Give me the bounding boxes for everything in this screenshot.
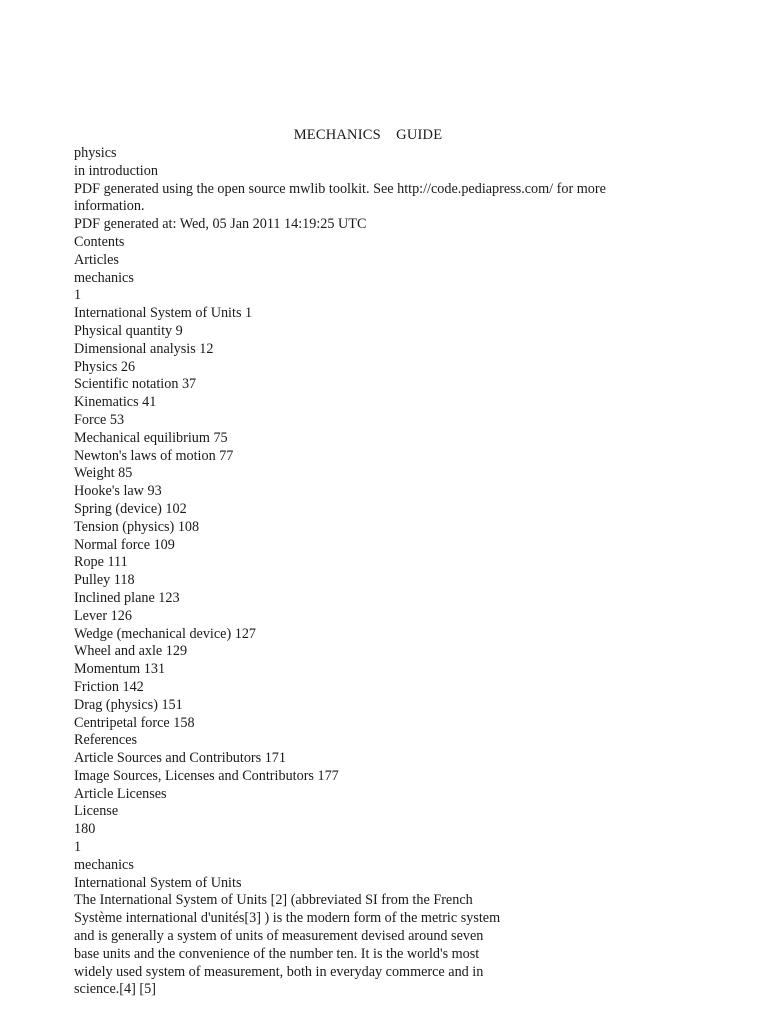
chapter-heading: mechanics	[74, 856, 134, 873]
toc-entry: Kinematics 41	[74, 394, 157, 411]
toc-entry: Physics 26	[74, 358, 136, 375]
paragraph-line: and is generally a system of units of measurement devised around seven	[74, 928, 484, 945]
contents-heading: Contents	[74, 233, 125, 250]
toc-entry: Wheel and axle 129	[74, 643, 188, 660]
section-heading: Article Licenses	[74, 785, 167, 802]
toc-entry: Friction 142	[74, 678, 144, 695]
toc-entry: Drag (physics) 151	[74, 696, 183, 713]
paragraph-line: The International System of Units [2] (abbreviated SI from the French	[74, 892, 473, 909]
toc-entry: License	[74, 803, 119, 820]
toc-entry: Weight 85	[74, 465, 133, 482]
toc-entry: Article Sources and Contributors 171	[74, 750, 286, 767]
toc-entry: Inclined plane 123	[74, 589, 180, 606]
toc-entry: Image Sources, Licenses and Contributors 177	[74, 767, 339, 784]
article-heading: International System of Units	[74, 874, 242, 891]
toc-entry: Force 53	[74, 411, 125, 428]
subtitle-line: in introduction	[74, 162, 158, 179]
toc-entry: Physical quantity 9	[74, 322, 183, 339]
toc-entry: Wedge (mechanical device) 127	[74, 625, 257, 642]
toc-entry: 1	[74, 287, 82, 304]
paragraph-line: Système international d'unités[3] ) is the modern form of the metric system	[74, 910, 501, 927]
toc-entry: Newton's laws of motion 77	[74, 447, 234, 464]
toc-entry: Scientific notation 37	[74, 376, 197, 393]
subtitle-line: physics	[74, 145, 117, 161]
toc-entry: Tension (physics) 108	[74, 518, 200, 535]
paragraph-line: base units and the convenience of the number ten. It is the world's most	[74, 945, 480, 962]
toc-entry: Mechanical equilibrium 75	[74, 429, 228, 446]
toc-entry: Dimensional analysis 12	[74, 340, 214, 357]
toc-entry: Rope 111	[74, 554, 128, 571]
toc-entry: International System of Units 1	[74, 305, 253, 322]
paragraph-line: science.[4] [5]	[74, 981, 156, 998]
page-number: 1	[74, 839, 82, 856]
toc-entry: Momentum 131	[74, 661, 166, 678]
pdf-date-line: PDF generated at: Wed, 05 Jan 2011 14:19:25 UTC	[74, 216, 367, 233]
toc-entry: Lever 126	[74, 607, 132, 624]
section-heading: Articles	[74, 251, 119, 268]
document-body	[74, 145, 694, 999]
section-heading: References	[74, 732, 138, 749]
toc-entry: Normal force 109	[74, 536, 175, 553]
document-title: MECHANICS GUIDE	[293, 127, 443, 143]
toc-entry: mechanics	[74, 269, 134, 286]
pdf-info-line: information.	[74, 198, 145, 215]
paragraph-line: widely used system of measurement, both in everyday commerce and in	[74, 963, 484, 980]
toc-entry: Spring (device) 102	[74, 500, 187, 517]
toc-entry: Pulley 118	[74, 572, 135, 589]
toc-entry: Centripetal force 158	[74, 714, 195, 731]
pdf-info-line: PDF generated using the open source mwlib toolkit. See http://code.pediapress.com/ for more	[74, 180, 606, 197]
toc-entry: 180	[74, 821, 96, 838]
toc-entry: Hooke's law 93	[74, 483, 162, 500]
